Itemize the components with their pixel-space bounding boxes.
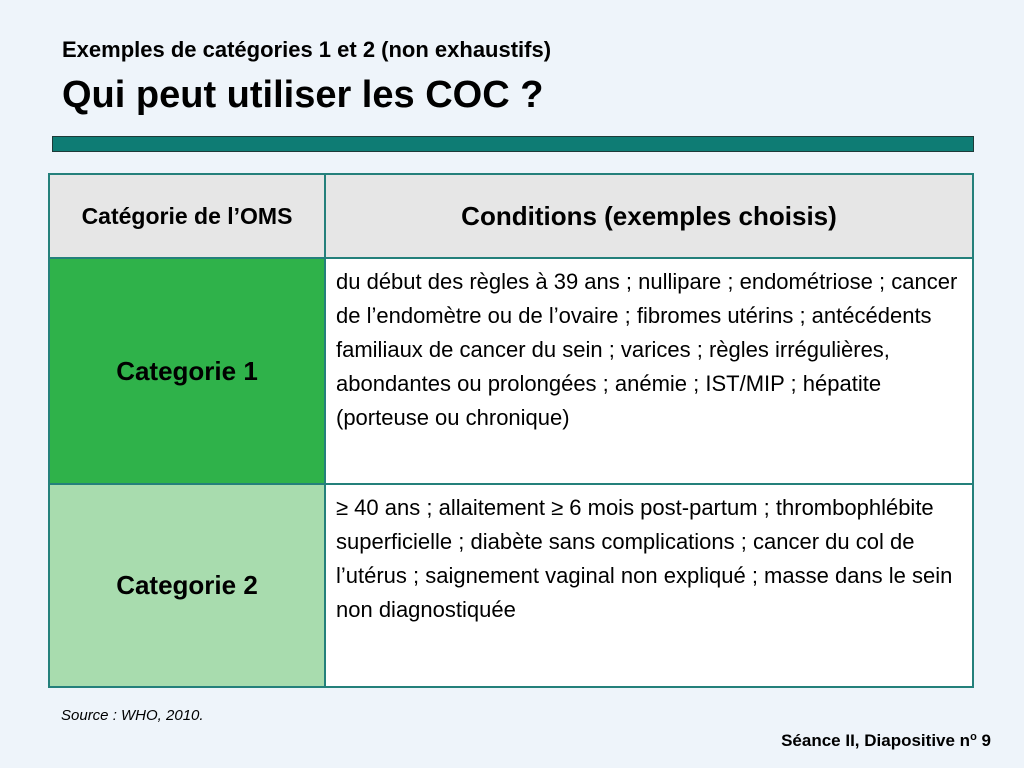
source-citation: Source : WHO, 2010. bbox=[61, 707, 204, 724]
table-header-row bbox=[49, 174, 973, 258]
category-1-conditions: du début des règles à 39 ans ; nullipare ; endométriose ; cancer de l’endomètre ou de l’ovaire ; fibromes utérins ; antécédents familiaux de cancer du sein ; varices ; règles irrégulières, abondantes ou prolongées ; anémie ; IST/MIP ; hépatite (porteuse ou chronique) bbox=[325, 258, 973, 484]
slide-number-label bbox=[781, 726, 991, 752]
table-row bbox=[49, 484, 973, 687]
header-conditions: Conditions (exemples choisis) bbox=[325, 174, 973, 258]
header-category: Catégorie de l’OMS bbox=[49, 174, 325, 258]
slide-number: 9 bbox=[981, 731, 991, 750]
slide-label-superscript: o bbox=[970, 731, 977, 743]
category-2-conditions: ≥ 40 ans ; allaitement ≥ 6 mois post-partum ; thrombophlébite superficielle ; diabète sans complications ; cancer du col de l’utérus ; saignement vaginal non expliqué ; masse dans le sein non diagnostiquée bbox=[325, 484, 973, 687]
table-row bbox=[49, 258, 973, 484]
slide-label-prefix: Séance II, Diapositive n bbox=[781, 731, 971, 750]
conditions-table bbox=[48, 173, 974, 688]
title-divider-bar bbox=[52, 136, 974, 152]
slide-title: Qui peut utiliser les COC ? bbox=[62, 74, 544, 116]
category-1-cell: Categorie 1 bbox=[49, 258, 325, 484]
slide-subtitle: Exemples de catégories 1 et 2 (non exhaustifs) bbox=[62, 37, 552, 62]
category-2-cell: Categorie 2 bbox=[49, 484, 325, 687]
